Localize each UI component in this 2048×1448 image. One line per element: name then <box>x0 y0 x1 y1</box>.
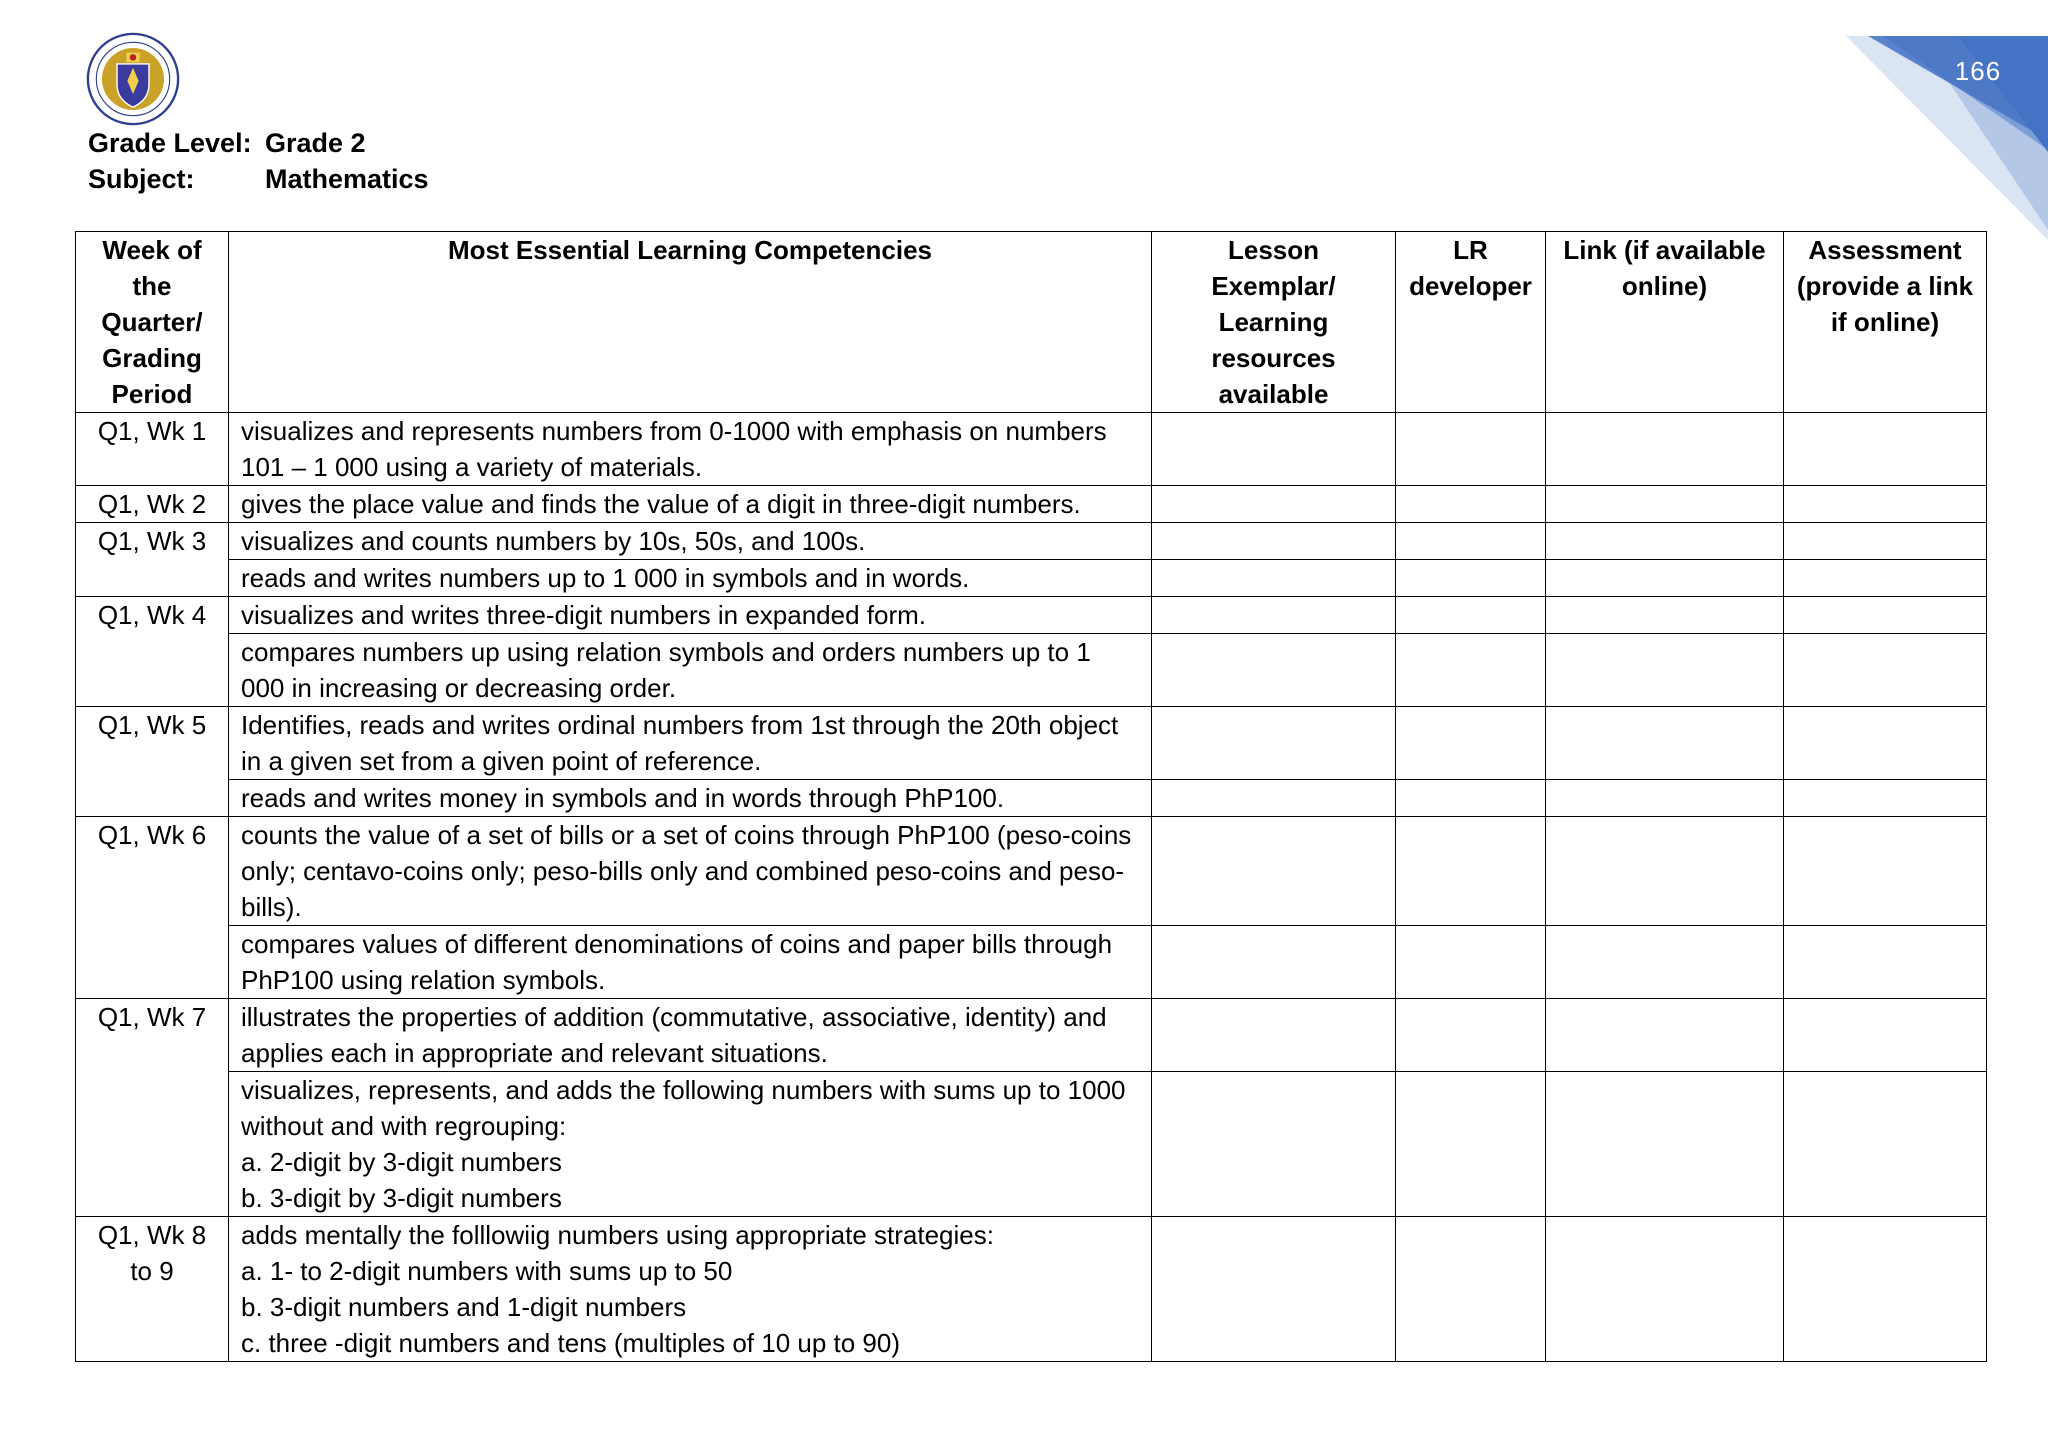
table-row <box>76 634 1987 707</box>
week-cell: Q1, Wk 2 <box>76 486 229 523</box>
link-cell <box>1546 926 1784 999</box>
lesson-exemplar-cell <box>1152 486 1396 523</box>
lesson-exemplar-cell <box>1152 1072 1396 1217</box>
competency-cell <box>229 817 1152 926</box>
lesson-exemplar-cell <box>1152 926 1396 999</box>
competency-text: visualizes and represents numbers from 0-1000 with emphasis on numbers 101 – 1 000 using a variety of materials. <box>241 416 1107 482</box>
competency-cell <box>229 634 1152 707</box>
assessment-cell <box>1784 999 1987 1072</box>
table-row <box>76 486 1987 523</box>
grade-level-row <box>88 125 429 161</box>
link-cell <box>1546 523 1784 560</box>
table-row <box>76 413 1987 486</box>
competency-text: reads and writes numbers up to 1 000 in symbols and in words. <box>241 563 970 593</box>
lesson-exemplar-cell <box>1152 707 1396 780</box>
competency-text: a. 2-digit by 3-digit numbers <box>241 1147 562 1177</box>
competency-text: illustrates the properties of addition (commutative, associative, identity) and applies each in appropriate and relevant situations. <box>241 1002 1107 1068</box>
document-header <box>88 125 429 197</box>
assessment-cell <box>1784 1072 1987 1217</box>
competency-cell <box>229 780 1152 817</box>
grade-level-value: Grade 2 <box>265 128 366 158</box>
lesson-exemplar-cell <box>1152 597 1396 634</box>
competency-cell <box>229 486 1152 523</box>
table-row <box>76 817 1987 926</box>
table-row <box>76 999 1987 1072</box>
assessment-cell <box>1784 926 1987 999</box>
table-row <box>76 707 1987 780</box>
table-header-row <box>76 232 1987 413</box>
competency-cell <box>229 999 1152 1072</box>
week-cell: Q1, Wk 5 <box>76 707 229 817</box>
header-link: Link (if available online) <box>1546 232 1784 413</box>
week-cell: Q1, Wk 7 <box>76 999 229 1217</box>
lr-developer-cell <box>1396 1072 1546 1217</box>
link-cell <box>1546 413 1784 486</box>
competency-text: visualizes and counts numbers by 10s, 50s, and 100s. <box>241 526 866 556</box>
assessment-cell <box>1784 486 1987 523</box>
lesson-exemplar-cell <box>1152 523 1396 560</box>
competency-text: a. 1- to 2-digit numbers with sums up to 50 <box>241 1256 733 1286</box>
link-cell <box>1546 780 1784 817</box>
link-cell <box>1546 707 1784 780</box>
competencies-table <box>75 231 1987 1362</box>
lr-developer-cell <box>1396 999 1546 1072</box>
table-row <box>76 560 1987 597</box>
assessment-cell <box>1784 1217 1987 1362</box>
competency-text: reads and writes money in symbols and in words through PhP100. <box>241 783 1005 813</box>
header-assessment: Assessment (provide a link if online) <box>1784 232 1987 413</box>
subject-value: Mathematics <box>265 164 429 194</box>
competency-text: gives the place value and finds the value of a digit in three-digit numbers. <box>241 489 1081 519</box>
competency-cell <box>229 926 1152 999</box>
table-row <box>76 926 1987 999</box>
link-cell <box>1546 560 1784 597</box>
table-row <box>76 1072 1987 1217</box>
competency-text: b. 3-digit numbers and 1-digit numbers <box>241 1292 687 1322</box>
link-cell <box>1546 817 1784 926</box>
assessment-cell <box>1784 707 1987 780</box>
lr-developer-cell <box>1396 597 1546 634</box>
competency-text: Identifies, reads and writes ordinal numbers from 1st through the 20th object in a given set from a given point of reference. <box>241 710 1119 776</box>
assessment-cell <box>1784 817 1987 926</box>
table-row <box>76 780 1987 817</box>
competency-cell <box>229 707 1152 780</box>
lesson-exemplar-cell <box>1152 999 1396 1072</box>
header-lesson-exemplar: Lesson Exemplar/ Learning resources available <box>1152 232 1396 413</box>
assessment-cell <box>1784 597 1987 634</box>
table-row <box>76 523 1987 560</box>
competency-cell <box>229 413 1152 486</box>
link-cell <box>1546 999 1784 1072</box>
header-competencies: Most Essential Learning Competencies <box>229 232 1152 413</box>
competency-cell <box>229 597 1152 634</box>
table-row <box>76 1217 1987 1362</box>
header-week: Week of the Quarter/ Grading Period <box>76 232 229 413</box>
competency-text: visualizes and writes three-digit numbers in expanded form. <box>241 600 927 630</box>
week-cell: Q1, Wk 4 <box>76 597 229 707</box>
week-cell: Q1, Wk 1 <box>76 413 229 486</box>
deped-seal-logo <box>86 32 180 126</box>
competency-cell <box>229 523 1152 560</box>
lesson-exemplar-cell <box>1152 780 1396 817</box>
competency-cell <box>229 1072 1152 1217</box>
lr-developer-cell <box>1396 634 1546 707</box>
lesson-exemplar-cell <box>1152 817 1396 926</box>
assessment-cell <box>1784 523 1987 560</box>
lesson-exemplar-cell <box>1152 1217 1396 1362</box>
lesson-exemplar-cell <box>1152 634 1396 707</box>
competency-text: compares numbers up using relation symbols and orders numbers up to 1 000 in increasing or decreasing order. <box>241 637 1091 703</box>
grade-level-label: Grade Level: <box>88 128 252 158</box>
competency-text: c. three -digit numbers and tens (multiples of 10 up to 90) <box>241 1328 901 1358</box>
assessment-cell <box>1784 780 1987 817</box>
page-number: 166 <box>1954 56 2002 86</box>
lr-developer-cell <box>1396 486 1546 523</box>
subject-row <box>88 161 429 197</box>
competency-text: adds mentally the folllowiig numbers using appropriate strategies: <box>241 1220 994 1250</box>
week-cell: Q1, Wk 6 <box>76 817 229 999</box>
header-lr-developer: LR developer <box>1396 232 1546 413</box>
link-cell <box>1546 597 1784 634</box>
link-cell <box>1546 1072 1784 1217</box>
corner-decoration <box>1718 0 2048 240</box>
table-body <box>76 413 1987 1362</box>
lr-developer-cell <box>1396 560 1546 597</box>
lesson-exemplar-cell <box>1152 413 1396 486</box>
table-row <box>76 597 1987 634</box>
lr-developer-cell <box>1396 780 1546 817</box>
lr-developer-cell <box>1396 707 1546 780</box>
lr-developer-cell <box>1396 413 1546 486</box>
link-cell <box>1546 486 1784 523</box>
lr-developer-cell <box>1396 817 1546 926</box>
competency-cell <box>229 1217 1152 1362</box>
competency-text: compares values of different denominations of coins and paper bills through PhP100 using relation symbols. <box>241 929 1113 995</box>
assessment-cell <box>1784 560 1987 597</box>
lr-developer-cell <box>1396 1217 1546 1362</box>
lr-developer-cell <box>1396 926 1546 999</box>
competency-text: counts the value of a set of bills or a set of coins through PhP100 (peso-coins only; centavo-coins only; peso-bills only and combined peso-coins and peso-bills). <box>241 820 1132 922</box>
assessment-cell <box>1784 634 1987 707</box>
competency-text: b. 3-digit by 3-digit numbers <box>241 1183 562 1213</box>
week-cell: Q1, Wk 8 to 9 <box>76 1217 229 1362</box>
subject-label: Subject: <box>88 164 195 194</box>
link-cell <box>1546 634 1784 707</box>
competency-cell <box>229 560 1152 597</box>
lr-developer-cell <box>1396 523 1546 560</box>
link-cell <box>1546 1217 1784 1362</box>
lesson-exemplar-cell <box>1152 560 1396 597</box>
week-cell: Q1, Wk 3 <box>76 523 229 597</box>
assessment-cell <box>1784 413 1987 486</box>
competency-text: visualizes, represents, and adds the following numbers with sums up to 1000 without and with regrouping: <box>241 1075 1126 1141</box>
